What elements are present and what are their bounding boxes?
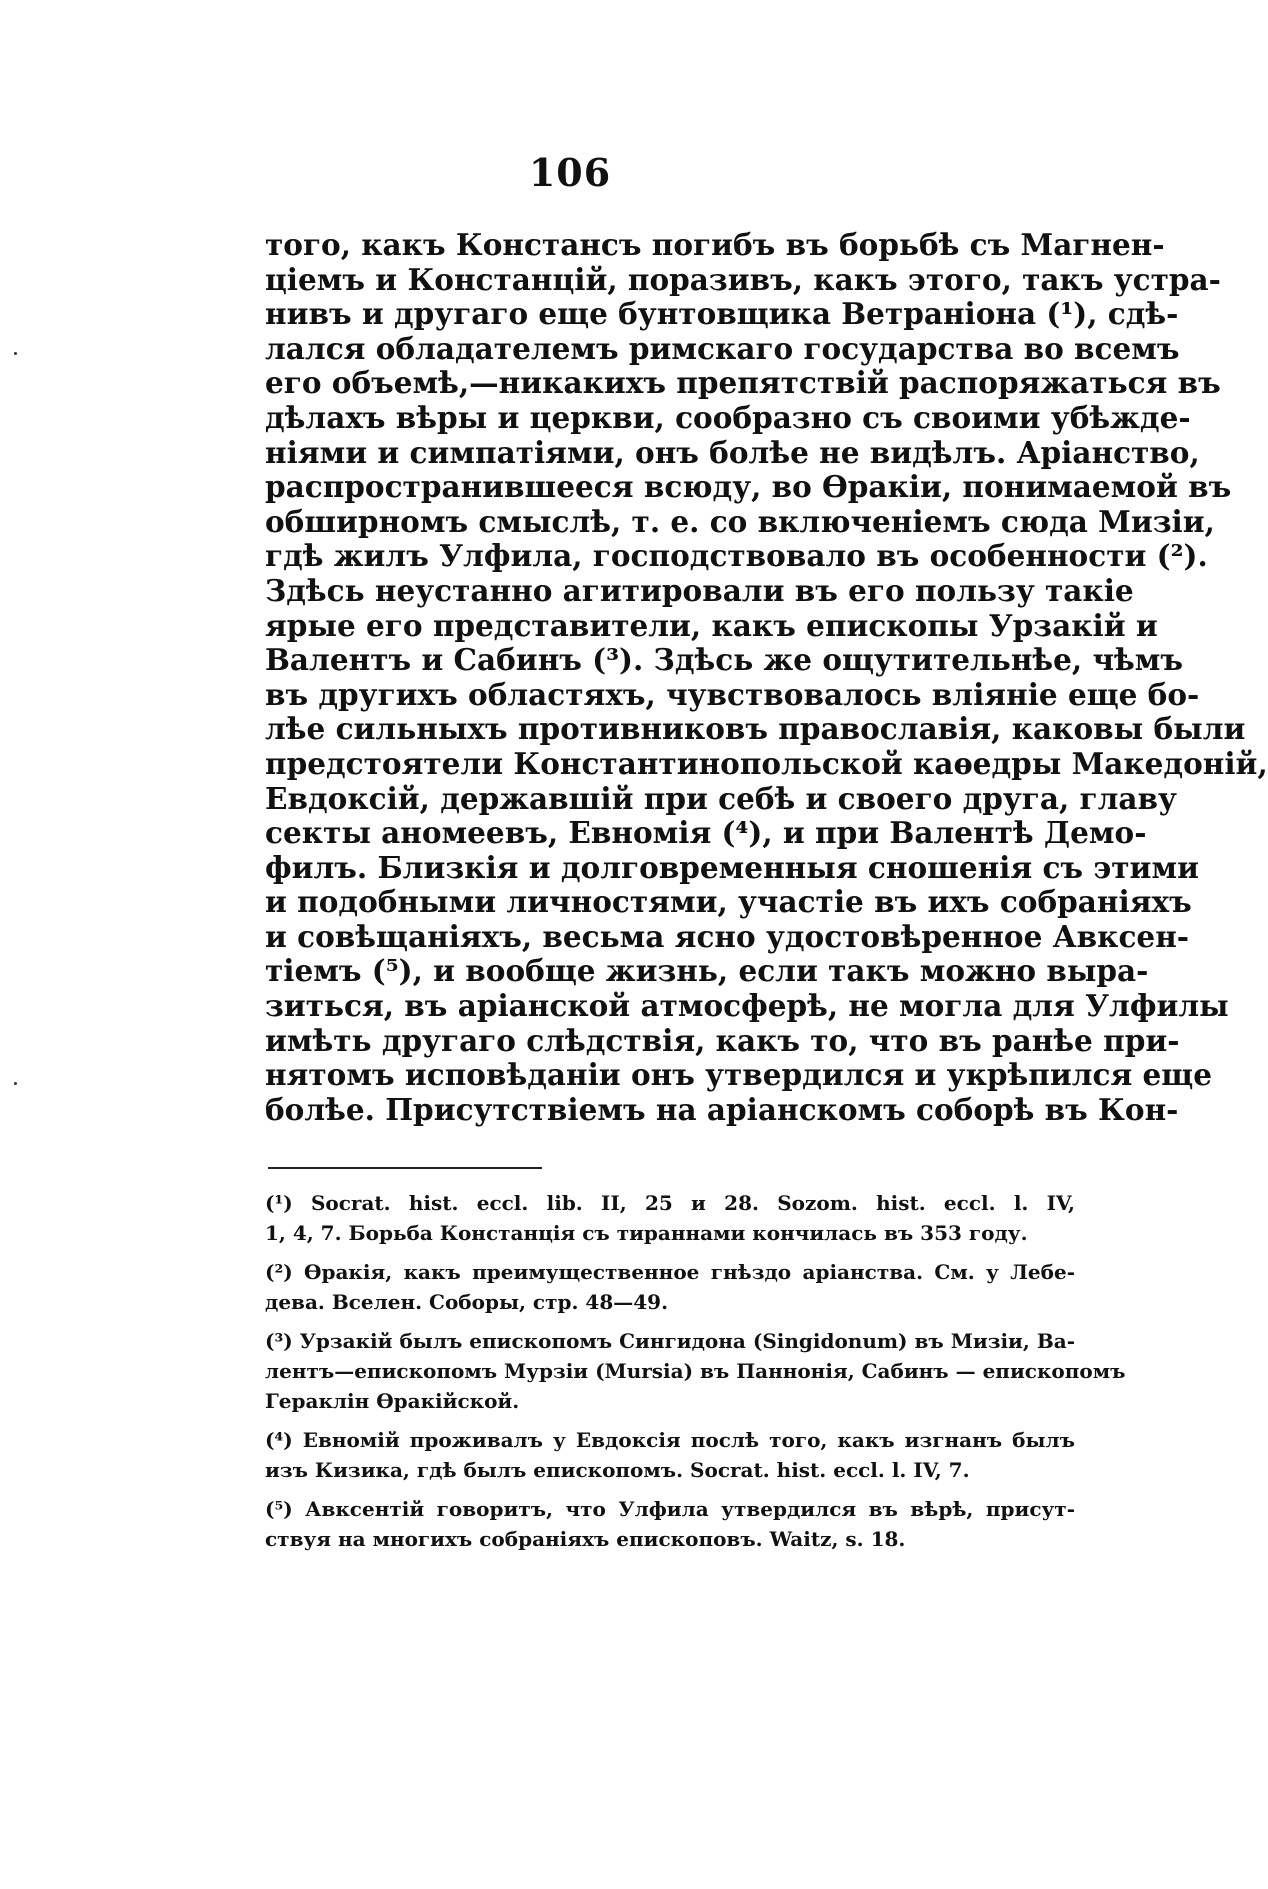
footnote-line: (¹) Socrat. hist. eccl. lib. II, 25 и 28. Sozom. hist. eccl. l. IV, <box>265 1191 1075 1215</box>
text-line: предстоятели Константинопольской каѳедры Македоній, <box>265 745 1268 781</box>
text-line: лался обладателемъ римскаго государства во всемъ <box>265 330 1180 366</box>
footnote-line: дева. Вселен. Соборы, стр. 48—49. <box>265 1290 669 1314</box>
text-line: зиться, въ аріанской атмосферѣ, не могла для Улфилы <box>265 988 1229 1024</box>
footnote-line: (³) Урзакій былъ епископомъ Сингидона (Singidonum) въ Мизіи, Ва- <box>265 1329 1075 1353</box>
text-line: дѣлахъ вѣры и церкви, сообразно съ своими убѣжде- <box>265 399 1191 435</box>
footnote-line: изъ Кизика, гдѣ былъ епископомъ. Socrat. hist. eccl. l. IV, 7. <box>265 1458 970 1482</box>
text-line: и совѣщаніяхъ, весьма ясно удостовѣренное Авксен- <box>265 918 1190 954</box>
text-line: нятомъ исповѣданіи онъ утвердился и укрѣпился еще <box>265 1057 1212 1093</box>
text-line: Здѣсь неустанно агитировали въ его пользу такіе <box>265 572 1134 608</box>
text-line: обширномъ смыслѣ, т. е. со включеніемъ сюда Мизіи, <box>265 503 1215 539</box>
footnote-line: лентъ—епископомъ Мурзіи (Mursia) въ Паннонія, Сабинъ — епископомъ <box>265 1359 1126 1383</box>
text-line: въ другихъ областяхъ, чувствовалось вліяніе еще бо- <box>265 676 1200 712</box>
text-line: имѣть другаго слѣдствія, какъ то, что въ ранѣе при- <box>265 1022 1180 1058</box>
text-line: нивъ и другаго еще бунтовщика Ветраніона (¹), сдѣ- <box>265 296 1179 332</box>
footnotes <box>265 1188 1126 1563</box>
footnote-line: (²) Ѳракія, какъ преимущественное гнѣздо аріанства. См. у Лебе- <box>265 1260 1075 1284</box>
footnote-1 <box>265 1188 1075 1248</box>
text-line: того, какъ Констансъ погибъ въ борьбѣ съ Магнен- <box>265 227 1165 262</box>
text-line: ціемъ и Констанцій, поразивъ, какъ этого, такъ устра- <box>265 261 1221 297</box>
text-line: Евдоксій, державшій при себѣ и своего друга, главу <box>265 780 1177 816</box>
footnote-5 <box>265 1494 1075 1554</box>
footnote-divider <box>268 1167 542 1169</box>
text-line: лѣе сильныхъ противниковъ православія, каковы были <box>265 711 1246 747</box>
footnote-4 <box>265 1425 1075 1485</box>
text-line: ярые его представители, какъ епископы Урзакій и <box>265 607 1158 643</box>
footnote-line: Гераклін Ѳракійской. <box>265 1389 520 1413</box>
footnote-line: ствуя на многихъ собраніяхъ епископовъ. Waitz, s. 18. <box>265 1527 906 1551</box>
scan-speck <box>14 1082 17 1085</box>
scan-speck <box>14 352 17 355</box>
text-line: и подобными личностями, участіе въ ихъ собраніяхъ <box>265 884 1192 920</box>
text-line: филъ. Близкія и долговременныя сношенія съ этими <box>265 849 1199 885</box>
footnote-3 <box>265 1326 1126 1416</box>
page-number: 106 <box>528 150 612 195</box>
footnote-line: (⁵) Авксентій говоритъ, что Улфила утвердился въ вѣрѣ, присут- <box>265 1497 1075 1521</box>
text-line: его объемѣ,—никакихъ препятствій распоряжаться въ <box>265 365 1221 401</box>
text-line: распространившееся всюду, во Ѳракіи, понимаемой въ <box>265 469 1232 505</box>
text-line: Валентъ и Сабинъ (³). Здѣсь же ощутительнѣе, чѣмъ <box>265 642 1184 678</box>
footnote-line: 1, 4, 7. Борьба Констанція съ тираннами кончилась въ 353 году. <box>265 1221 1028 1245</box>
body-text <box>265 227 1268 1127</box>
text-line: болѣе. Присутствіемъ на аріанскомъ соборѣ въ Кон- <box>265 1091 1179 1127</box>
text-line: ніями и симпатіями, онъ болѣе не видѣлъ. Аріанство, <box>265 434 1200 470</box>
footnote-line: (⁴) Евномій проживалъ у Евдоксія послѣ того, какъ изгнанъ былъ <box>265 1428 1075 1452</box>
text-line: гдѣ жилъ Улфила, господствовало въ особенности (²). <box>265 538 1208 574</box>
text-line: секты аномеевъ, Евномія (⁴), и при Валентѣ Демо- <box>265 815 1147 851</box>
text-line: тіемъ (⁵), и вообще жизнь, если такъ можно выра- <box>265 953 1149 989</box>
footnote-2 <box>265 1257 1075 1317</box>
